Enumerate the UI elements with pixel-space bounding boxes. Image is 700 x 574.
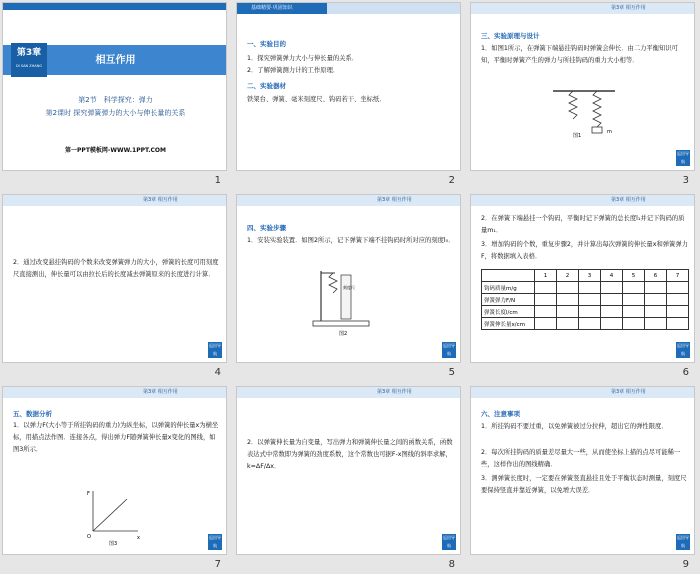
slide-3 (470, 2, 695, 171)
row-label: 弹簧伸长量x/cm (482, 318, 535, 330)
thumbnail-7[interactable] (0, 384, 231, 573)
header-bar (237, 3, 460, 14)
header-tag: 第3章 相互作用 (377, 197, 412, 203)
body-text: 2．每次所挂钩码的质量差尽量大一些，从而使坐标上描的点尽可能稀一些，这样作出的图线精确． (481, 449, 681, 468)
slide-1 (2, 2, 227, 171)
axis-x-label: x (137, 535, 140, 541)
thumbnail-6[interactable] (468, 192, 699, 381)
body-text: 2．在弹簧下端悬挂一个钩码，平衡时记下弹簧的总长度l₁并记下钩码的质量m₁． (481, 215, 685, 234)
ruler-label: 刻度尺 (343, 285, 355, 290)
table-header-cell (482, 270, 535, 282)
thumbnail-5[interactable] (234, 192, 465, 381)
slide-7 (2, 386, 227, 555)
body-text: 3．增加钩码的个数，重复步骤2，并计算出每次弹簧的伸长量x和弹簧弹力F，将数据填入表格． (481, 241, 688, 260)
return-nav-button[interactable]: 返回导航 (677, 151, 689, 164)
slide-number: 7 (214, 559, 221, 570)
table-header-row (482, 270, 689, 282)
chapter-badge: 第3章 DI SAN ZHANG (11, 43, 47, 77)
figure-caption: 图2 (339, 331, 348, 337)
return-nav-button[interactable]: 返回导航 (443, 535, 455, 548)
header-bar (237, 387, 460, 398)
table-row (482, 282, 689, 294)
table-row (482, 294, 689, 306)
row-label: 弹簧弹力F/N (482, 294, 535, 306)
thumbnail-1[interactable] (0, 0, 231, 189)
header-bar (3, 387, 226, 398)
slide-title: 相互作用 (95, 55, 136, 66)
section-heading: 二、实验器材 (247, 82, 286, 90)
slide-number: 1 (214, 175, 221, 186)
return-nav-button[interactable]: 返回导航 (443, 343, 455, 356)
section-heading: 五、数据分析 (13, 410, 52, 418)
thumbnail-9[interactable] (468, 384, 699, 573)
header-tag: 第3章 相互作用 (611, 389, 646, 395)
thumbnail-8[interactable] (234, 384, 465, 573)
section-subtitle: 第2节 科学探究：弹力 (78, 96, 153, 104)
slide-4 (2, 194, 227, 363)
return-nav-button[interactable]: 返回导航 (209, 535, 221, 548)
row-label: 钩码质量m/g (482, 282, 535, 294)
thumbnail-3[interactable] (468, 0, 699, 189)
table-header-cell: 1 (535, 270, 557, 282)
slide-number: 5 (448, 367, 455, 378)
f-x-graph (83, 487, 143, 547)
header-bar (3, 195, 226, 206)
figure-caption: 图3 (109, 541, 118, 547)
body-text: 1．安装实验装置．如图2所示，记下弹簧下端不挂钩码时所对应的刻度l₀． (247, 237, 455, 244)
top-stripe (3, 3, 227, 10)
body-text: 2．通过改变悬挂钩码的个数来改变弹簧弹力的大小，弹簧的长度可用刻度尺直接测出，伸长量可以由拉长后的长度减去弹簧原来的长度进行计算． (13, 259, 219, 278)
slide-5 (236, 194, 461, 363)
header-tag: 第3章 相互作用 (143, 197, 178, 203)
slide-number: 2 (448, 175, 455, 186)
axis-f-label: F (87, 491, 90, 497)
table-header-cell: 6 (645, 270, 667, 282)
section-heading: 三、实验原理与设计 (481, 32, 540, 40)
header-tag: 第3章 相互作用 (611, 5, 646, 11)
header-bar (471, 195, 694, 206)
table-header-cell: 2 (557, 270, 579, 282)
slide-number: 4 (214, 367, 221, 378)
slide-6 (470, 194, 695, 363)
lesson-subtitle: 第2课时 探究弹簧弹力的大小与伸长量的关系 (45, 109, 186, 117)
slide-2 (236, 2, 461, 171)
body-text: 1．以弹力F(大小等于所挂钩码的重力)为纵坐标，以弹簧的伸长量x为横坐标，用描点法作图．连接各点，得出弹力F随弹簧伸长量x变化的图线，如图3所示． (13, 422, 219, 453)
slide-number: 3 (682, 175, 689, 186)
body-text: 2．了解弹簧测力计的工作原理． (247, 67, 340, 74)
body-text: 1．探究弹簧弹力大小与伸长量的关系． (247, 55, 359, 62)
header-tag: 第3章 相互作用 (377, 389, 412, 395)
table-row (482, 318, 689, 330)
slide-number: 9 (682, 559, 689, 570)
slide-8 (236, 386, 461, 555)
return-nav-button[interactable]: 返回导航 (677, 343, 689, 356)
data-table (481, 269, 689, 330)
section-heading: 四、实验步骤 (247, 224, 286, 232)
figure-caption: 图1 (573, 133, 582, 139)
table-header-cell: 5 (623, 270, 645, 282)
spring-figure (551, 87, 621, 139)
table-header-cell: 3 (579, 270, 601, 282)
section-heading: 一、实验目的 (247, 40, 286, 48)
apparatus-figure (309, 267, 389, 337)
body-text: 1．所挂钩码不要过重，以免弹簧被过分拉伸，超出它的弹性限度． (481, 423, 668, 430)
body-text: 1．如图1所示，在弹簧下端悬挂钩码时弹簧会伸长．由二力平衡知识可知，平衡时弹簧产生的弹力与所挂钩码的重力大小相等． (481, 45, 678, 64)
header-tag: 第3章 相互作用 (611, 197, 646, 203)
section-heading: 六、注意事项 (481, 410, 520, 418)
slide-9 (470, 386, 695, 555)
footer-text: 第一PPT模板网-WWW.1PPT.COM (65, 147, 166, 154)
header-bar (471, 3, 694, 14)
header-prev-label: 基础精要·巩固知识 (251, 5, 293, 11)
body-text: 2．以弹簧伸长量为自变量，写出弹力和弹簧伸长量之间的函数关系，函数表达式中常数即为弹簧的劲度系数，这个常数也可据F-x图线的斜率求解，k=ΔF/Δx． (247, 439, 453, 470)
mass-label: m (607, 129, 612, 135)
header-bar (471, 387, 694, 398)
table-row (482, 306, 689, 318)
table-header-cell: 4 (601, 270, 623, 282)
row-label: 弹簧长度l/cm (482, 306, 535, 318)
return-nav-button[interactable]: 返回导航 (209, 343, 221, 356)
origin-label: O (87, 534, 91, 540)
header-bar (237, 195, 460, 206)
return-nav-button[interactable]: 返回导航 (677, 535, 689, 548)
header-tag: 第3章 相互作用 (143, 389, 178, 395)
slide-number: 6 (682, 367, 689, 378)
thumbnail-2[interactable] (234, 0, 465, 189)
thumbnail-4[interactable] (0, 192, 231, 381)
slide-number: 8 (448, 559, 455, 570)
body-text: 铁架台、弹簧、毫米刻度尺、钩码若干、坐标纸． (247, 96, 386, 103)
table-header-cell: 7 (667, 270, 689, 282)
body-text: 3．测弹簧长度时，一定要在弹簧竖直悬挂且处于平衡状态时测量，刻度尺要保持竖直并靠近弹簧，以免增大误差． (481, 475, 687, 494)
